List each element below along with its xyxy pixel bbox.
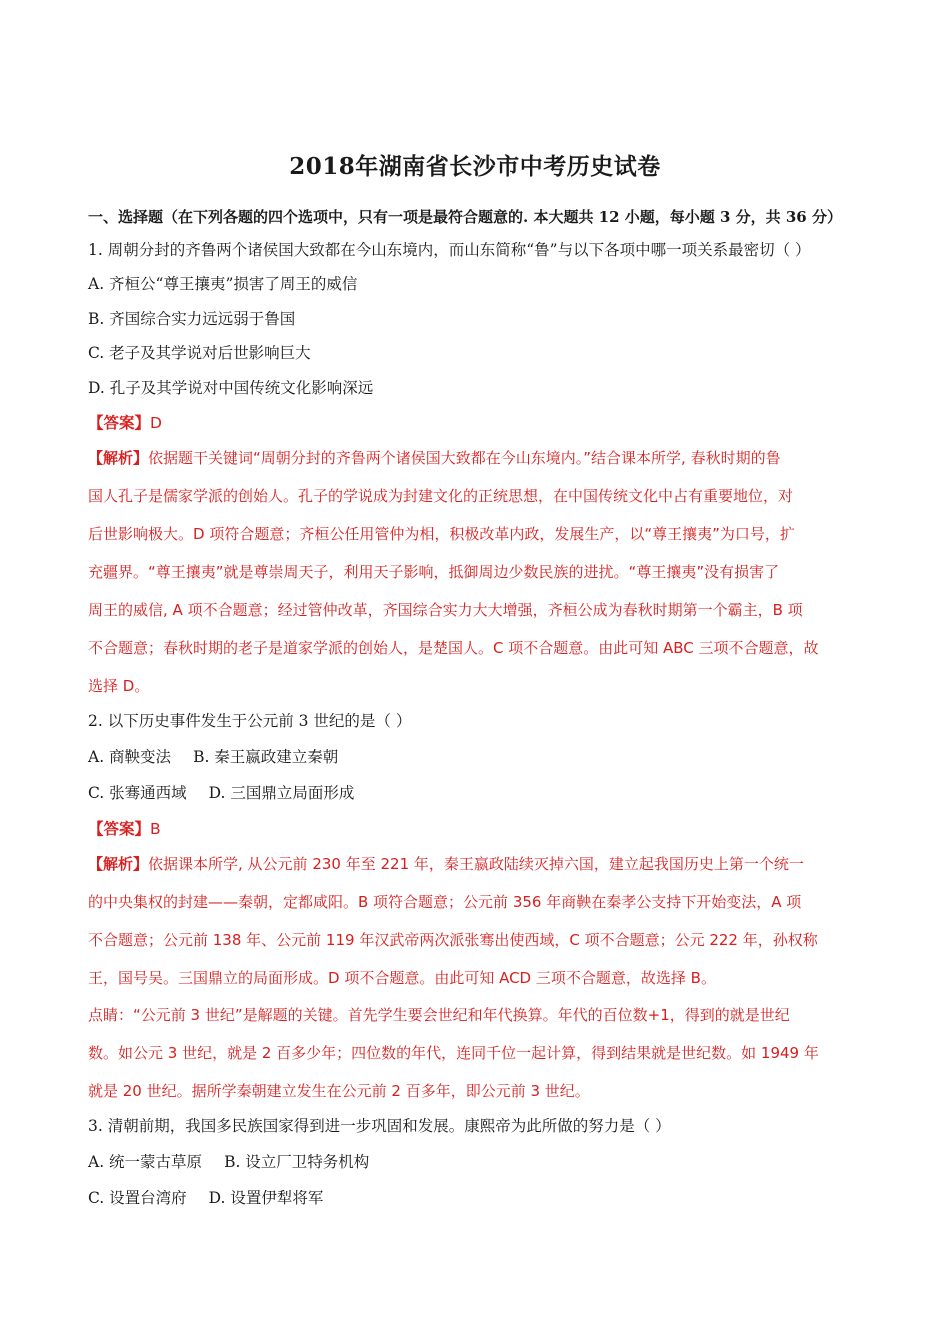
question-2-option-d: D. 三国鼎立局面形成: [208, 784, 355, 802]
question-1-analysis-line: 充疆界。“尊王攘夷”就是尊崇周天子，利用天子影响，抵御周边少数民族的进扰。“尊王攘夷”没有损害了: [88, 563, 780, 581]
question-1-answer: [88, 413, 868, 433]
question-1-analysis-line: 不合题意；春秋时期的老子是道家学派的创始人，是楚国人。C 项不合题意。由此可知 ABC 三项不合题意，故: [88, 639, 819, 657]
question-2-tip-line: 点睛：“公元前 3 世纪”是解题的关键。首先学生要会世纪和年代换算。年代的百位数+1，得到的就是世纪: [88, 1006, 790, 1024]
question-1-option-b: B. 齐国综合实力远远弱于鲁国: [88, 310, 296, 328]
question-3-option-d: D. 设置伊犁将军: [208, 1189, 324, 1207]
analysis-text: 依据题干关键词“周朝分封的齐鲁两个诸侯国大致都在今山东境内。”结合课本所学, 春秋时期的鲁: [148, 449, 781, 467]
analysis-tag: 【解析】: [88, 449, 149, 467]
question-3-stem: 3. 清朝前期，我国多民族国家得到进一步巩固和发展。康熙帝为此所做的努力是（ ）: [88, 1117, 671, 1135]
question-3-option-a: A. 统一蒙古草原: [88, 1153, 203, 1171]
question-2-option-b: B. 秦王嬴政建立秦朝: [193, 748, 339, 766]
question-2-tip-line: 数。如公元 3 世纪，就是 2 百多少年；四位数的年代，连同千位一起计算，得到结果就是世纪数。如 1949 年: [88, 1044, 819, 1062]
question-1-analysis-line: 选择 D。: [88, 677, 150, 695]
question-1-option-a: A. 齐桓公“尊王攘夷”损害了周王的威信: [88, 275, 358, 293]
question-1-option-d: D. 孔子及其学说对中国传统文化影响深远: [88, 379, 374, 397]
question-3-option-b: B. 设立厂卫特务机构: [224, 1153, 370, 1171]
question-2-options-row: [88, 783, 868, 803]
question-1-analysis-line: 国人孔子是儒家学派的创始人。孔子的学说成为封建文化的正统思想，在中国传统文化中占有重要地位，对: [88, 487, 794, 505]
question-1-analysis-line: 后世影响极大。D 项符合题意；齐桓公任用管仲为相，积极改革内政，发展生产，以“尊王攘夷”为口号，扩: [88, 525, 795, 543]
question-2-tip-line: 就是 20 世纪。据所学秦朝建立发生在公元前 2 百多年，即公元前 3 世纪。: [88, 1082, 590, 1100]
section-heading: 一、选择题（在下列各题的四个选项中，只有一项是最符合题意的. 本大题共 12 小题，每小题 3 分，共 36 分）: [88, 208, 842, 226]
page-title: 2018年湖南省长沙市中考历史试卷: [289, 153, 661, 180]
answer-tag: 【答案】: [88, 414, 151, 432]
question-2-answer: [88, 819, 868, 839]
question-1-option-c: C. 老子及其学说对后世影响巨大: [88, 344, 311, 362]
question-2-option-a: A. 商鞅变法: [88, 748, 172, 766]
question-1-analysis-line: [88, 448, 868, 468]
analysis-text: 依据课本所学, 从公元前 230 年至 221 年，秦王嬴政陆续灭掉六国，建立起我国历史上第一个统一: [148, 855, 804, 873]
question-3-options-row: [88, 1152, 868, 1172]
question-1-analysis-line: 周王的威信, A 项不合题意；经过管仲改革，齐国综合实力大大增强，齐桓公成为春秋时期第一个霸主，B 项: [88, 601, 803, 619]
question-2-stem: 2. 以下历史事件发生于公元前 3 世纪的是（ ）: [88, 712, 412, 730]
answer-tag: 【答案】: [88, 820, 151, 838]
question-2-option-c: C. 张骞通西域: [88, 784, 187, 802]
answer-value: B: [150, 820, 161, 838]
question-1-stem: 1. 周朝分封的齐鲁两个诸侯国大致都在今山东境内，而山东简称“鲁”与以下各项中哪一项关系最密切（ ）: [88, 241, 811, 259]
question-2-analysis-line: [88, 854, 868, 874]
question-3-option-c: C. 设置台湾府: [88, 1189, 187, 1207]
analysis-tag: 【解析】: [88, 855, 149, 873]
question-2-analysis-line: 王，国号吴。三国鼎立的局面形成。D 项不合题意。由此可知 ACD 三项不合题意，故选择 B。: [88, 969, 716, 987]
question-2-analysis-line: 不合题意；公元前 138 年、公元前 119 年汉武帝两次派张骞出使西域，C 项不合题意；公元 222 年，孙权称: [88, 931, 818, 949]
answer-value: D: [150, 414, 162, 432]
question-2-analysis-line: 的中央集权的封建——秦朝，定都咸阳。B 项符合题意；公元前 356 年商鞅在秦孝公支持下开始变法，A 项: [88, 893, 802, 911]
question-3-options-row: [88, 1188, 868, 1208]
question-2-options-row: [88, 747, 868, 767]
